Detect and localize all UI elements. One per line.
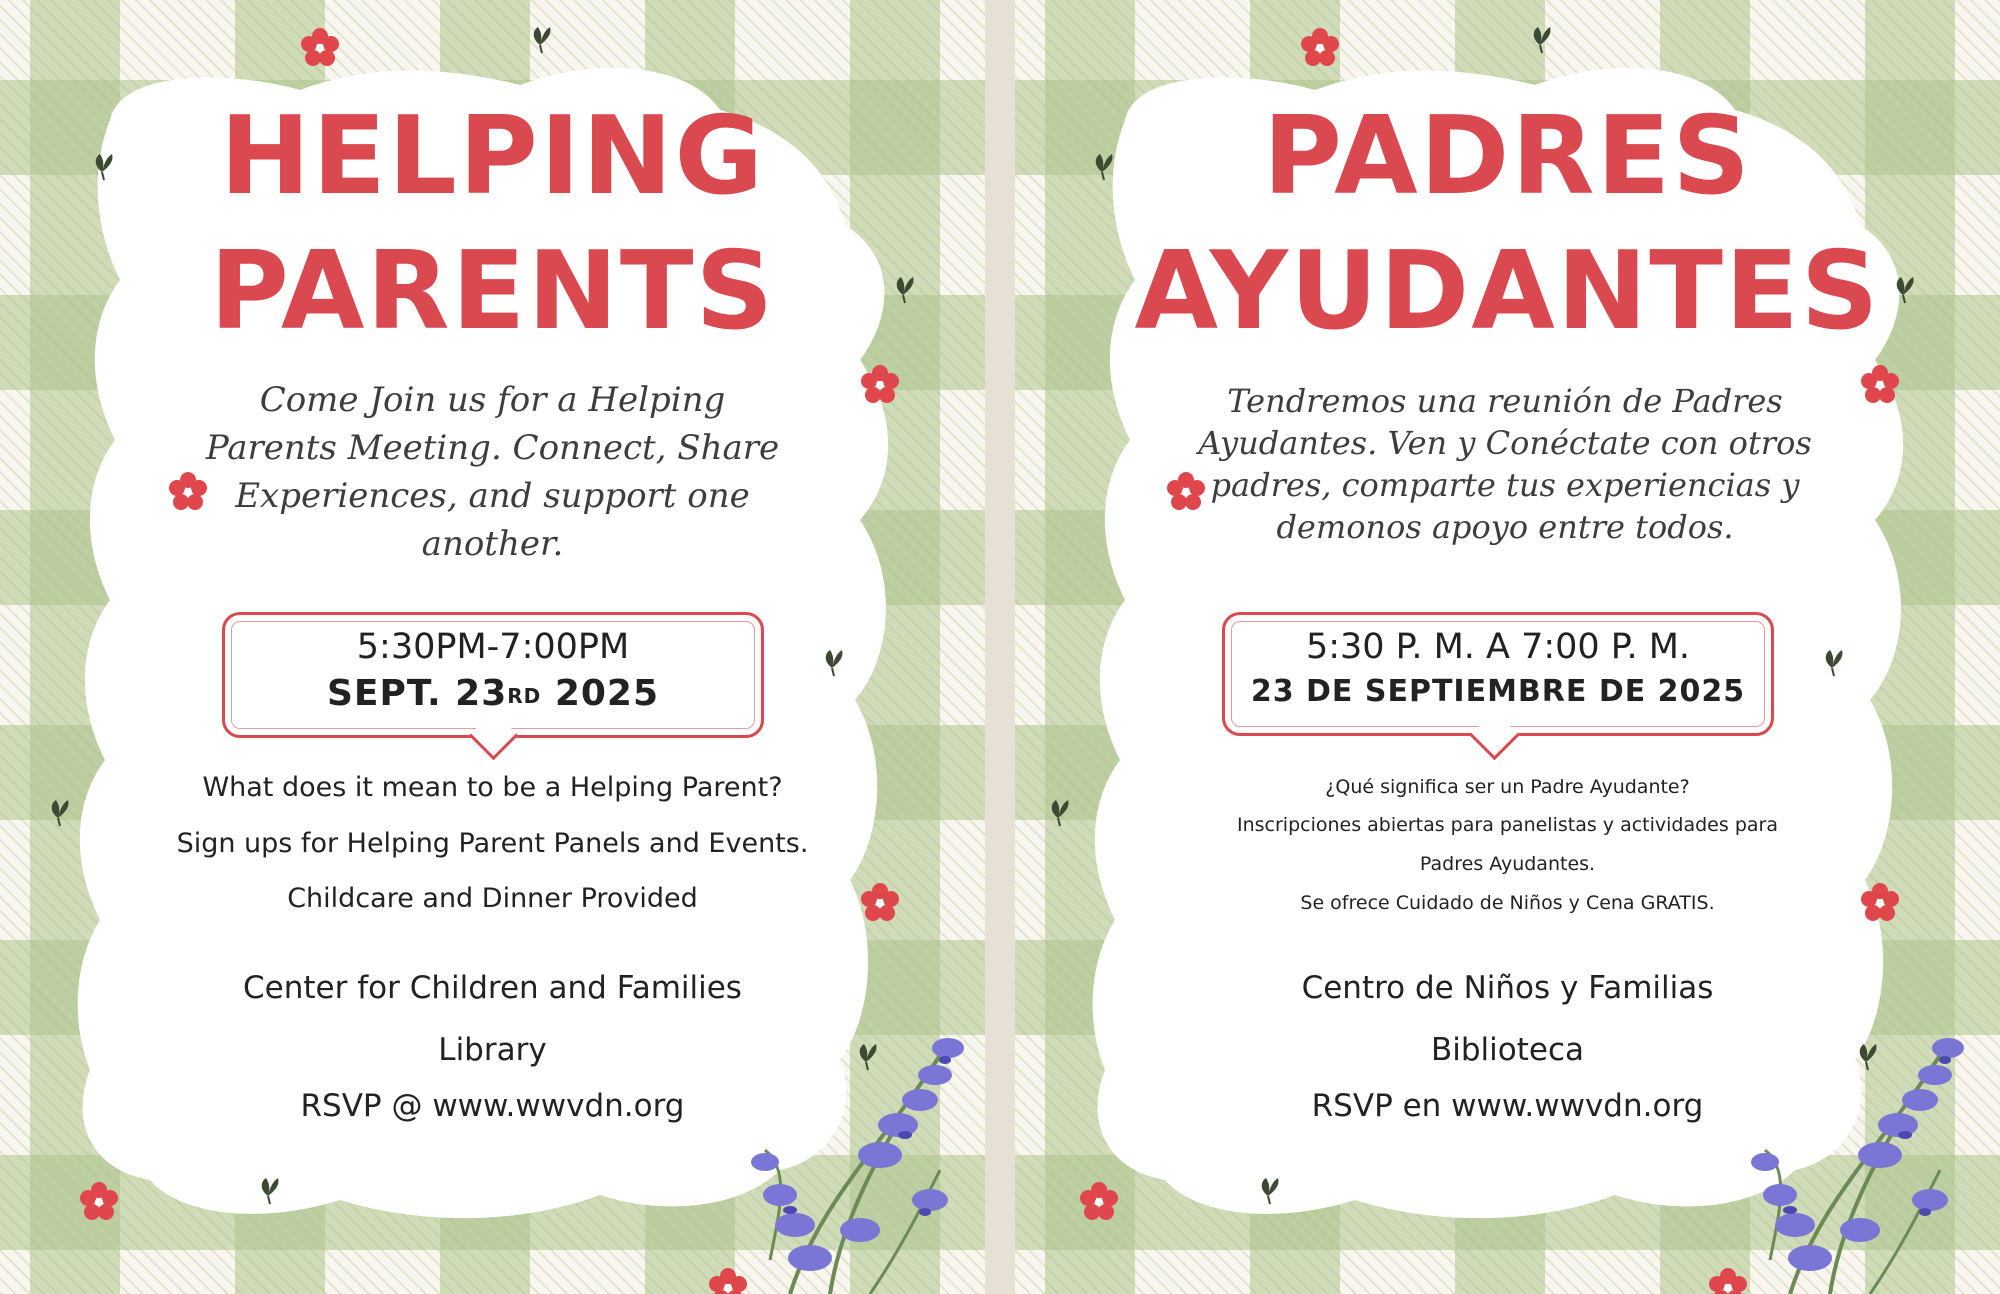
info-line: ¿Qué significa ser un Padre Ayudante? [1325, 776, 1690, 798]
title-line-2: PARENTS [209, 229, 776, 354]
meeting-time: 5:30PM-7:00PM [356, 627, 630, 667]
location-room: Library [438, 1032, 547, 1068]
intro-line: Experiences, and support one [235, 476, 750, 516]
intro-paragraph [1185, 380, 1825, 548]
location-center: Center for Children and Families [243, 970, 742, 1006]
info-line: Childcare and Dinner Provided [287, 883, 698, 914]
meeting-time: 5:30 P. M. A 7:00 P. M. [1305, 627, 1691, 667]
info-line: What does it mean to be a Helping Parent? [202, 772, 783, 803]
date-suffix: RD [507, 684, 542, 708]
info-line: Padres Ayudantes. [1419, 853, 1596, 875]
info-line: Se ofrece Cuidado de Niños y Cena GRATIS. [1300, 892, 1715, 914]
title-line-1: HELPING [219, 94, 766, 219]
rsvp-link[interactable]: RSVP @ www.wwvdn.org [300, 1088, 685, 1124]
spanish-flyer [1015, 0, 2000, 1294]
location-center: Centro de Niños y Familias [1301, 970, 1714, 1006]
intro-line: padres, comparte tus experiencias y [1210, 466, 1800, 504]
location-room: Biblioteca [1430, 1032, 1585, 1068]
intro-line: Parents Meeting. Connect, Share [205, 428, 780, 468]
intro-line: Tendremos una reunión de Padres [1227, 382, 1783, 420]
rsvp-link[interactable]: RSVP en www.wwvdn.org [1311, 1088, 1704, 1124]
flyer-divider [985, 0, 1015, 1294]
intro-line: another. [421, 524, 564, 564]
title-line-1: PADRES [1262, 94, 1753, 219]
date-main: SEPT. 23 [326, 673, 508, 714]
intro-line: Ayudantes. Ven y Conéctate con otros [1198, 424, 1812, 462]
intro-line: demonos apoyo entre todos. [1276, 508, 1734, 546]
title-line-2: AYUDANTES [1134, 229, 1881, 354]
date-year: 2025 [554, 673, 660, 714]
meeting-date: 23 DE SEPTIEMBRE DE 2025 [1250, 674, 1746, 709]
intro-line: Come Join us for a Helping [259, 380, 726, 420]
info-line: Inscripciones abiertas para panelistas y actividades para [1237, 814, 1778, 836]
info-line: Sign ups for Helping Parent Panels and Events. [176, 828, 809, 859]
intro-paragraph [180, 376, 805, 568]
english-flyer [0, 0, 985, 1294]
